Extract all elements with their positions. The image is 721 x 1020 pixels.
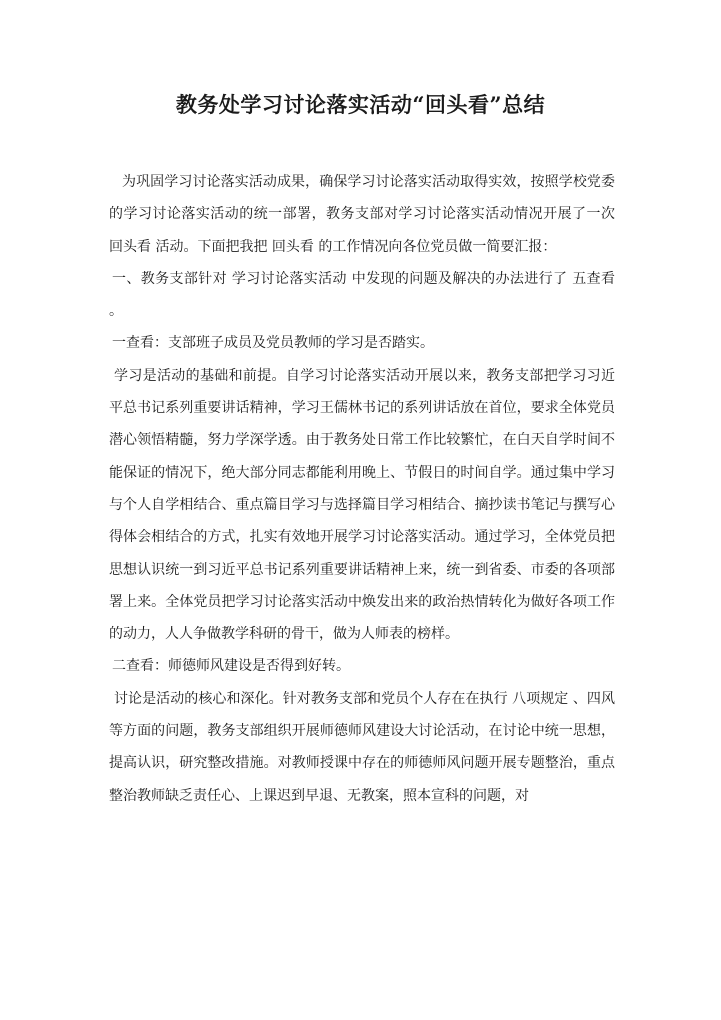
paragraph-section-one: 一、教务支部针对 学习讨论落实活动 中发现的问题及解决的办法进行了 五查看 。 bbox=[109, 270, 615, 320]
paragraph-check-two-body: 讨论是活动的核心和深化。针对教务支部和党员个人存在在执行 八项规定 、四风 等方面的问题，教务支部组织开展师德师风建设大讨论活动，在讨论中统一思想，提高认识，研究整改措施。对教师授课中存在的师德师风问题开展专题整治，重点整治教师缺乏责任心、上课迟到早退、无教案，照本宣科的问题，对 bbox=[109, 690, 615, 804]
document-body bbox=[109, 166, 615, 812]
paragraph-intro: 为巩固学习讨论落实活动成果，确保学习讨论落实活动取得实效，按照学校党委的学习讨论落实活动的统一部署，教务支部对学习讨论落实活动情况开展了一次 回头看 活动。下面把我把 回头看 的工作情况向各位党员做一简要汇报： bbox=[109, 174, 615, 255]
document-title: 教务处学习讨论落实活动“回头看”总结 bbox=[175, 92, 546, 117]
paragraph-check-two-heading: 二查看：师德师风建设是否得到好转。 bbox=[112, 658, 350, 675]
paragraph-check-one-heading: 一查看：支部班子成员及党员教师的学习是否踏实。 bbox=[112, 335, 434, 352]
paragraph-check-one-body: 学习是活动的基础和前提。自学习讨论落实活动开展以来，教务支部把学习习近平总书记系列重要讲话精神，学习王儒林书记的系列讲话放在首位，要求全体党员潜心领悟精髓，努力学深学透。由于教务处日常工作比较繁忙，在白天自学时间不能保证的情况下，绝大部分同志都能利用晚上、节假日的时间自学。通过集中学习与个人自学相结合、重点篇目学习与选择篇目学习相结合、摘抄读书笔记与撰写心得体会相结合的方式，扎实有效地开展学习讨论落实活动。通过学习，全体党员把思想认识统一到习近平总书记系列重要讲话精神上来，统一到省委、市委的各项部署上来。全体党员把学习讨论落实活动中焕发出来的政治热情转化为做好各项工作的动力，人人争做教学科研的骨干，做为人师表的榜样。 bbox=[109, 367, 615, 643]
